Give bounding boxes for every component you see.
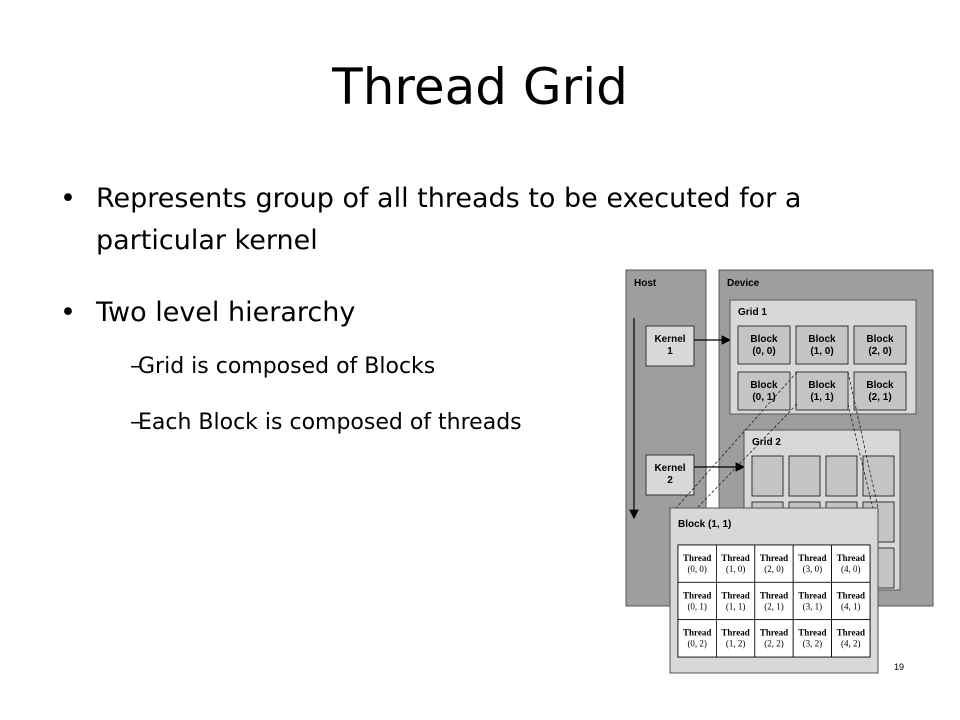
thread-label: Thread <box>798 553 827 563</box>
kernel-1-label-line2: 1 <box>667 346 673 357</box>
thread-label: Thread <box>836 590 865 601</box>
thread-label: Thread <box>721 553 750 563</box>
grid-1-block-index: (1, 0) <box>810 346 834 357</box>
kernel-2-label-line1: Kernel <box>654 463 686 474</box>
thread-index: (4, 0) <box>841 564 861 574</box>
thread-label: Thread <box>683 590 712 601</box>
thread-label: Thread <box>721 590 750 601</box>
thread-grid <box>678 545 870 657</box>
thread-index: (2, 2) <box>764 638 784 649</box>
grid-1-block-index: (2, 1) <box>868 392 892 403</box>
bullet-text: Two level hierarchy <box>96 297 356 328</box>
grid-1-label: Grid 1 <box>738 307 767 318</box>
thread-index: (3, 1) <box>802 601 823 612</box>
thread-index: (1, 0) <box>725 564 746 574</box>
grid-1-block-index: (1, 1) <box>810 392 834 403</box>
grid-1-block <box>854 326 906 364</box>
block-detail-label: Block (1, 1) <box>678 519 732 530</box>
grid-1-block-label: Block <box>866 334 894 345</box>
thread-label: Thread <box>683 627 712 638</box>
thread-index: (4, 1) <box>841 601 861 612</box>
grid-1-block-label: Block <box>866 380 894 391</box>
bullet-text: Represents group of all threads to be executed for a particular kernel <box>96 183 802 256</box>
sub-bullet-text: Grid is composed of Blocks <box>138 354 436 379</box>
grid-1-block <box>854 372 906 410</box>
bullet-dot: • <box>60 183 76 214</box>
thread-label: Thread <box>759 553 789 563</box>
grid-2-label: Grid 2 <box>752 437 781 448</box>
thread-index: (0, 2) <box>687 638 707 649</box>
thread-label: Thread <box>836 627 865 638</box>
grid-2-block <box>752 456 783 496</box>
thread-label: Thread <box>798 627 827 638</box>
sub-bullet-dash: – <box>130 354 141 379</box>
thread-label: Thread <box>759 627 789 638</box>
thread-label: Thread <box>721 627 750 638</box>
thread-index: (4, 2) <box>841 638 861 649</box>
thread-index: (2, 1) <box>764 601 784 612</box>
thread-label: Thread <box>836 553 865 563</box>
thread-index: (1, 1) <box>725 601 746 612</box>
thread-label: Thread <box>683 553 712 563</box>
grid-1-block-label: Block <box>808 380 836 391</box>
device-label: Device <box>727 278 760 289</box>
grid-1-block-label: Block <box>808 334 836 345</box>
thread-index: (1, 2) <box>725 638 746 649</box>
grid-1-block-index: (0, 0) <box>752 346 776 357</box>
sub-bullet-text: Each Block is composed of threads <box>138 410 522 435</box>
grid-1-block-label: Block <box>750 334 778 345</box>
grid-1-block <box>738 326 790 364</box>
thread-label: Thread <box>759 590 789 601</box>
grid-1-block-index: (2, 0) <box>868 346 892 357</box>
kernel-2-label-line2: 2 <box>667 475 673 486</box>
sub-bullet-dash: – <box>130 410 141 435</box>
page-number: 19 <box>894 662 905 672</box>
thread-index: (0, 1) <box>687 601 707 612</box>
grid-1-block <box>796 326 848 364</box>
thread-index: (3, 2) <box>802 638 823 649</box>
kernel-1-label-line1: Kernel <box>654 334 686 345</box>
grid-1-block <box>738 372 790 410</box>
grid-2-block <box>789 456 820 496</box>
grid-1-block <box>796 372 848 410</box>
grid-1-block-index: (0, 1) <box>752 392 776 403</box>
host-label: Host <box>634 278 657 289</box>
thread-index: (0, 0) <box>687 564 707 574</box>
thread-label: Thread <box>798 590 827 601</box>
grid-1-block-label: Block <box>750 380 778 391</box>
grid-2-block <box>826 456 857 496</box>
slide-title: Thread Grid <box>332 58 628 116</box>
thread-index: (2, 0) <box>764 564 784 574</box>
bullet-dot: • <box>60 297 76 328</box>
thread-index: (3, 0) <box>802 564 823 574</box>
